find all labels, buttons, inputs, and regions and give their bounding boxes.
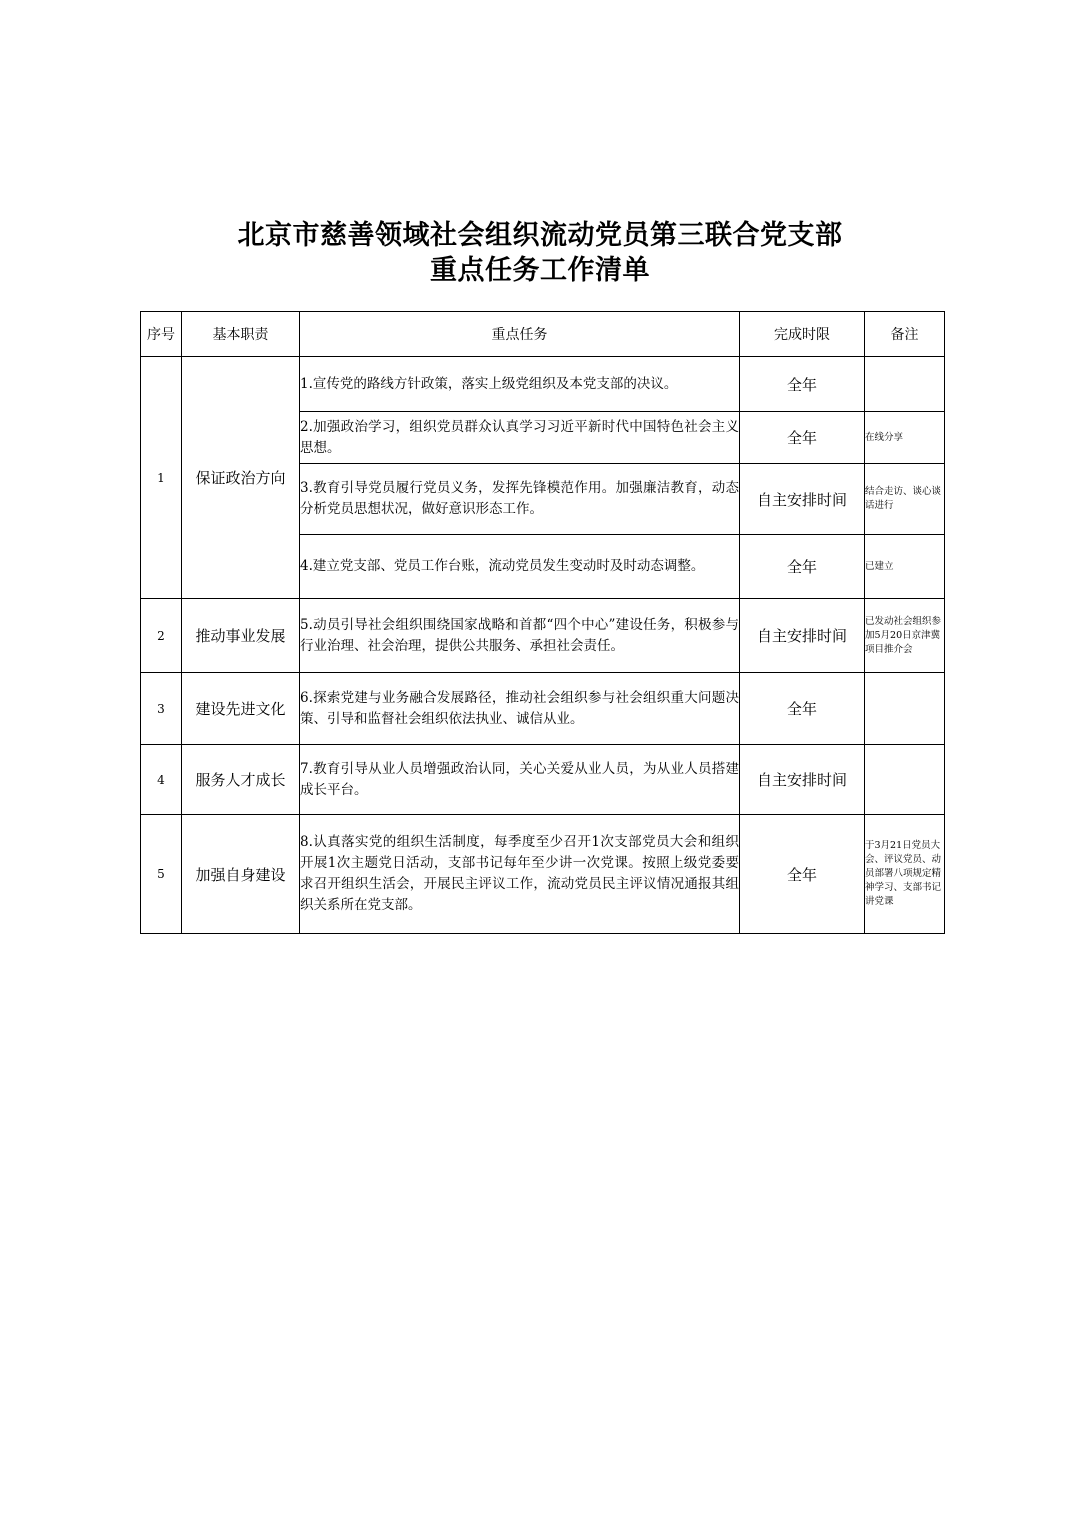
task-time: 全年 xyxy=(740,673,865,745)
task-text: 5.动员引导社会组织围绕国家战略和首都“四个中心”建设任务，积极参与行业治理、社会治理，提供公共服务、承担社会责任。 xyxy=(300,599,740,673)
row-duty: 推动事业发展 xyxy=(182,599,300,673)
task-note: 结合走访、谈心谈话进行 xyxy=(865,464,945,535)
row-duty: 建设先进文化 xyxy=(182,673,300,745)
task-time: 全年 xyxy=(740,535,865,599)
row-seq: 5 xyxy=(141,815,182,934)
table-row xyxy=(141,599,945,673)
task-time: 自主安排时间 xyxy=(740,745,865,815)
header-note: 备注 xyxy=(865,312,945,357)
task-time: 自主安排时间 xyxy=(740,599,865,673)
table-header-row xyxy=(141,312,945,357)
task-text: 7.教育引导从业人员增强政治认同，关心关爱从业人员，为从业人员搭建成长平台。 xyxy=(300,745,740,815)
table-row xyxy=(141,357,945,412)
task-time: 全年 xyxy=(740,412,865,464)
task-text: 3.教育引导党员履行党员义务，发挥先锋模范作用。加强廉洁教育，动态分析党员思想状况，做好意识形态工作。 xyxy=(300,464,740,535)
row-seq: 4 xyxy=(141,745,182,815)
table-row xyxy=(141,673,945,745)
row-seq: 2 xyxy=(141,599,182,673)
document-title-line2: 重点任务工作清单 xyxy=(430,255,650,286)
task-note: 已发动社会组织参加5月20日京津冀项目推介会 xyxy=(865,599,945,673)
task-table xyxy=(140,311,945,934)
header-duty: 基本职责 xyxy=(182,312,300,357)
row-duty: 保证政治方向 xyxy=(182,357,300,599)
task-text: 1.宣传党的路线方针政策，落实上级党组织及本党支部的决议。 xyxy=(300,357,740,412)
row-duty: 加强自身建设 xyxy=(182,815,300,934)
header-seq: 序号 xyxy=(141,312,182,357)
task-text: 4.建立党支部、党员工作台账，流动党员发生变动时及时动态调整。 xyxy=(300,535,740,599)
task-note: 在线分享 xyxy=(865,412,945,464)
row-duty: 服务人才成长 xyxy=(182,745,300,815)
task-text: 2.加强政治学习，组织党员群众认真学习习近平新时代中国特色社会主义思想。 xyxy=(300,412,740,464)
header-time: 完成时限 xyxy=(740,312,865,357)
task-note xyxy=(865,745,945,815)
document-title-line1: 北京市慈善领域社会组织流动党员第三联合党支部 xyxy=(237,220,843,251)
task-note: 于3月21日党员大会、评议党员、动员部署八项规定精神学习、支部书记讲党课 xyxy=(865,815,945,934)
task-note: 已建立 xyxy=(865,535,945,599)
table-row xyxy=(141,815,945,934)
table-row xyxy=(141,745,945,815)
header-task: 重点任务 xyxy=(300,312,740,357)
task-text: 8.认真落实党的组织生活制度，每季度至少召开1次支部党员大会和组织开展1次主题党日活动，支部书记每年至少讲一次党课。按照上级党委要求召开组织生活会，开展民主评议工作，流动党员民主评议情况通报其组织关系所在党支部。 xyxy=(300,815,740,934)
task-time: 自主安排时间 xyxy=(740,464,865,535)
task-time: 全年 xyxy=(740,357,865,412)
task-text: 6.探索党建与业务融合发展路径，推动社会组织参与社会组织重大问题决策、引导和监督社会组织依法执业、诚信从业。 xyxy=(300,673,740,745)
task-note xyxy=(865,357,945,412)
task-time: 全年 xyxy=(740,815,865,934)
row-seq: 1 xyxy=(141,357,182,599)
task-note xyxy=(865,673,945,745)
row-seq: 3 xyxy=(141,673,182,745)
